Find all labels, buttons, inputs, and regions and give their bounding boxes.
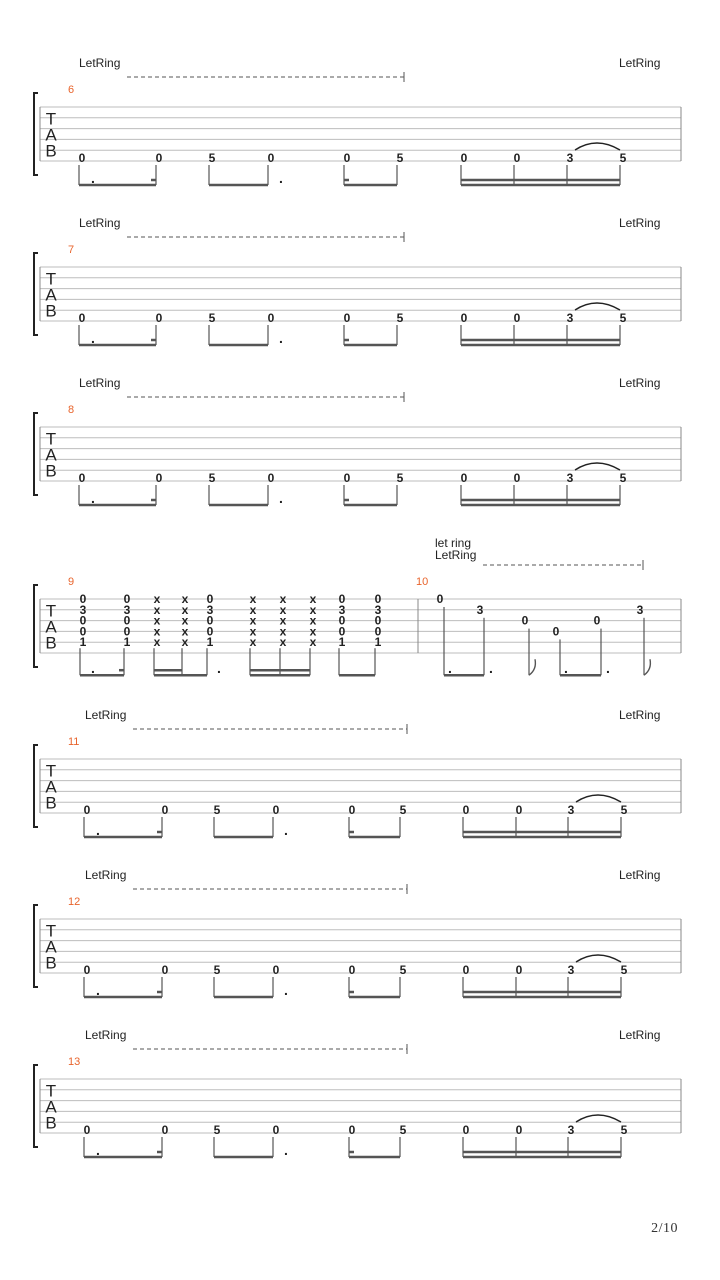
tab-clef-t: T xyxy=(45,601,57,621)
fret-number: 0 xyxy=(462,963,470,977)
tab-clef-t: T xyxy=(45,109,57,129)
tab-system-7 xyxy=(34,216,681,346)
dotted-rhythm: . xyxy=(564,660,568,677)
let-ring-label: LetRing xyxy=(619,708,661,722)
tab-clef-t: T xyxy=(45,921,57,941)
system-bracket xyxy=(34,93,38,175)
fret-number: 0 xyxy=(161,963,169,977)
let-ring-label: LetRing xyxy=(619,376,661,390)
fret-number: 3 xyxy=(566,471,574,485)
fret-number: 0 xyxy=(513,471,521,485)
fret-number: 5 xyxy=(399,803,407,817)
fret-number: 0 xyxy=(83,803,91,817)
fret-number: 5 xyxy=(213,963,221,977)
measure-number: 10 xyxy=(416,576,429,588)
fret-number: 0 xyxy=(206,592,214,606)
fret-number: 3 xyxy=(123,602,131,617)
dotted-rhythm: . xyxy=(279,490,283,506)
muted-note: x xyxy=(279,602,287,617)
muted-note: x xyxy=(279,624,287,639)
fret-number: 0 xyxy=(348,803,356,817)
fret-number: 3 xyxy=(567,803,575,817)
measure-number: 11 xyxy=(68,736,80,748)
fret-number: 3 xyxy=(636,602,644,617)
tab-clef-a: A xyxy=(45,1097,57,1117)
dotted-rhythm: . xyxy=(217,660,221,677)
dotted-rhythm: . xyxy=(279,170,283,186)
muted-note: x xyxy=(249,602,257,617)
let-ring-label: LetRing xyxy=(619,868,661,882)
page-number: 2/10 xyxy=(651,1221,678,1236)
fret-number: 0 xyxy=(338,613,346,628)
tab-clef-b: B xyxy=(45,301,57,321)
eighth-flag xyxy=(529,659,535,675)
fret-number: 5 xyxy=(208,311,216,325)
dotted-rhythm: . xyxy=(96,822,100,838)
let-ring-label: LetRing xyxy=(79,56,121,70)
measure-number: 7 xyxy=(68,244,75,256)
fret-number: 0 xyxy=(161,1123,169,1137)
fret-number: 0 xyxy=(155,471,163,485)
fret-number: 0 xyxy=(267,471,275,485)
muted-note: x xyxy=(181,635,189,650)
muted-note: x xyxy=(153,592,161,606)
muted-note: x xyxy=(181,592,189,606)
fret-number: 5 xyxy=(620,963,628,977)
tab-clef-b: B xyxy=(45,633,57,653)
muted-note: x xyxy=(249,624,257,639)
muted-note: x xyxy=(153,635,161,650)
let-ring-label: LetRing xyxy=(79,216,121,230)
slide-slur xyxy=(575,143,620,150)
muted-note: x xyxy=(249,635,257,650)
fret-number: 3 xyxy=(567,1123,575,1137)
fret-number: 0 xyxy=(272,803,280,817)
let-ring-label: LetRing xyxy=(79,376,121,390)
fret-number: 0 xyxy=(462,1123,470,1137)
fret-number: 1 xyxy=(206,635,214,650)
tab-clef-t: T xyxy=(45,429,57,449)
muted-note: x xyxy=(309,624,317,639)
system-bracket xyxy=(34,413,38,495)
fret-number: 0 xyxy=(338,624,346,639)
fret-number: 0 xyxy=(343,471,351,485)
dotted-rhythm: . xyxy=(91,330,95,346)
fret-number: 0 xyxy=(83,963,91,977)
tab-clef-a: A xyxy=(45,617,57,637)
muted-note: x xyxy=(309,602,317,617)
dotted-rhythm: . xyxy=(606,660,610,677)
muted-note: x xyxy=(309,635,317,650)
fret-number: 0 xyxy=(155,151,163,165)
fret-number: 5 xyxy=(208,151,216,165)
fret-number: 3 xyxy=(338,602,346,617)
tab-system-11 xyxy=(34,708,681,838)
muted-note: x xyxy=(249,592,257,606)
tab-clef-b: B xyxy=(45,953,57,973)
fret-number: 0 xyxy=(462,803,470,817)
fret-number: 5 xyxy=(213,803,221,817)
fret-number: 0 xyxy=(79,592,87,606)
tab-system-12 xyxy=(34,868,681,998)
fret-number: 5 xyxy=(620,803,628,817)
tab-system-13 xyxy=(34,1028,681,1158)
fret-number: 0 xyxy=(123,613,131,628)
muted-note: x xyxy=(279,613,287,628)
system-bracket xyxy=(34,905,38,987)
fret-number: 0 xyxy=(552,624,560,639)
system-bracket xyxy=(34,253,38,335)
let-ring-label: LetRing xyxy=(85,708,127,722)
fret-number: 0 xyxy=(436,592,444,606)
fret-number: 5 xyxy=(213,1123,221,1137)
fret-number: 1 xyxy=(123,635,131,650)
dotted-rhythm: . xyxy=(284,822,288,838)
let-ring-label: LetRing xyxy=(619,1028,661,1042)
fret-number: 1 xyxy=(79,635,87,650)
measure-number: 13 xyxy=(68,1056,81,1068)
fret-number: 3 xyxy=(476,602,484,617)
fret-number: 5 xyxy=(619,311,627,325)
fret-number: 0 xyxy=(343,311,351,325)
fret-number: 0 xyxy=(78,311,86,325)
tab-clef-a: A xyxy=(45,445,57,465)
fret-number: 3 xyxy=(566,311,574,325)
fret-number: 0 xyxy=(521,613,529,628)
let-ring-lower-label: let ring xyxy=(435,536,472,550)
fret-number: 3 xyxy=(79,602,87,617)
fret-number: 0 xyxy=(513,311,521,325)
muted-note: x xyxy=(249,613,257,628)
fret-number: 5 xyxy=(396,151,404,165)
fret-number: 5 xyxy=(396,471,404,485)
fret-number: 0 xyxy=(78,151,86,165)
dotted-rhythm: . xyxy=(91,660,95,677)
fret-number: 5 xyxy=(399,963,407,977)
fret-number: 0 xyxy=(267,311,275,325)
fret-number: 0 xyxy=(515,963,523,977)
system-bracket xyxy=(34,1065,38,1147)
fret-number: 0 xyxy=(593,613,601,628)
eighth-flag xyxy=(644,659,650,675)
fret-number: 0 xyxy=(348,1123,356,1137)
fret-number: 0 xyxy=(206,624,214,639)
dotted-rhythm: . xyxy=(96,1142,100,1158)
dotted-rhythm: . xyxy=(284,982,288,998)
fret-number: 5 xyxy=(620,1123,628,1137)
measure-number: 12 xyxy=(68,896,81,908)
tab-clef-t: T xyxy=(45,1081,57,1101)
fret-number: 0 xyxy=(338,592,346,606)
let-ring-label: LetRing xyxy=(85,1028,127,1042)
fret-number: 0 xyxy=(460,311,468,325)
fret-number: 0 xyxy=(206,613,214,628)
tab-clef-a: A xyxy=(45,777,57,797)
dotted-rhythm: . xyxy=(448,660,452,677)
fret-number: 0 xyxy=(161,803,169,817)
tab-clef-t: T xyxy=(45,761,57,781)
system-bracket xyxy=(34,745,38,827)
fret-number: 0 xyxy=(374,624,382,639)
fret-number: 1 xyxy=(338,635,346,650)
tab-clef-b: B xyxy=(45,793,57,813)
fret-number: 0 xyxy=(272,1123,280,1137)
fret-number: 0 xyxy=(343,151,351,165)
muted-note: x xyxy=(181,613,189,628)
fret-number: 0 xyxy=(460,151,468,165)
fret-number: 0 xyxy=(515,1123,523,1137)
fret-number: 5 xyxy=(208,471,216,485)
fret-number: 0 xyxy=(123,624,131,639)
fret-number: 0 xyxy=(348,963,356,977)
tab-clef-b: B xyxy=(45,1113,57,1133)
let-ring-label: LetRing xyxy=(619,216,661,230)
tab-system-9-10 xyxy=(34,536,681,676)
fret-number: 5 xyxy=(399,1123,407,1137)
tab-clef-a: A xyxy=(45,285,57,305)
fret-number: 0 xyxy=(78,471,86,485)
let-ring-label: LetRing xyxy=(85,868,127,882)
slide-slur xyxy=(576,1115,621,1122)
fret-number: 0 xyxy=(123,592,131,606)
fret-number: 3 xyxy=(566,151,574,165)
muted-note: x xyxy=(309,592,317,606)
tab-clef-b: B xyxy=(45,461,57,481)
fret-number: 0 xyxy=(272,963,280,977)
fret-number: 1 xyxy=(374,635,382,650)
muted-note: x xyxy=(279,592,287,606)
muted-note: x xyxy=(153,602,161,617)
fret-number: 3 xyxy=(206,602,214,617)
fret-number: 0 xyxy=(267,151,275,165)
tab-clef-b: B xyxy=(45,141,57,161)
slide-slur xyxy=(576,955,621,962)
fret-number: 0 xyxy=(155,311,163,325)
muted-note: x xyxy=(153,613,161,628)
fret-number: 5 xyxy=(396,311,404,325)
slide-slur xyxy=(576,795,621,802)
fret-number: 0 xyxy=(83,1123,91,1137)
let-ring-label: LetRing xyxy=(435,548,477,562)
let-ring-label: LetRing xyxy=(619,56,661,70)
fret-number: 0 xyxy=(513,151,521,165)
fret-number: 5 xyxy=(619,471,627,485)
muted-note: x xyxy=(181,602,189,617)
dotted-rhythm: . xyxy=(91,170,95,186)
dotted-rhythm: . xyxy=(279,330,283,346)
muted-note: x xyxy=(279,635,287,650)
muted-note: x xyxy=(181,624,189,639)
measure-number: 8 xyxy=(68,404,75,416)
fret-number: 3 xyxy=(374,602,382,617)
fret-number: 0 xyxy=(79,624,87,639)
fret-number: 0 xyxy=(374,613,382,628)
slide-slur xyxy=(575,303,620,310)
dotted-rhythm: . xyxy=(96,982,100,998)
tab-clef-t: T xyxy=(45,269,57,289)
measure-number: 9 xyxy=(68,576,75,588)
fret-number: 0 xyxy=(460,471,468,485)
tab-system-6 xyxy=(34,56,681,186)
fret-number: 0 xyxy=(374,592,382,606)
fret-number: 0 xyxy=(515,803,523,817)
fret-number: 5 xyxy=(619,151,627,165)
dotted-rhythm: . xyxy=(284,1142,288,1158)
dotted-rhythm: . xyxy=(489,660,493,677)
system-bracket xyxy=(34,585,38,667)
dotted-rhythm: . xyxy=(91,490,95,506)
tab-clef-a: A xyxy=(45,125,57,145)
tab-clef-a: A xyxy=(45,937,57,957)
measure-number: 6 xyxy=(68,84,75,96)
fret-number: 0 xyxy=(79,613,87,628)
fret-number: 3 xyxy=(567,963,575,977)
muted-note: x xyxy=(153,624,161,639)
tab-system-8 xyxy=(34,376,681,506)
slide-slur xyxy=(575,463,620,470)
muted-note: x xyxy=(309,613,317,628)
